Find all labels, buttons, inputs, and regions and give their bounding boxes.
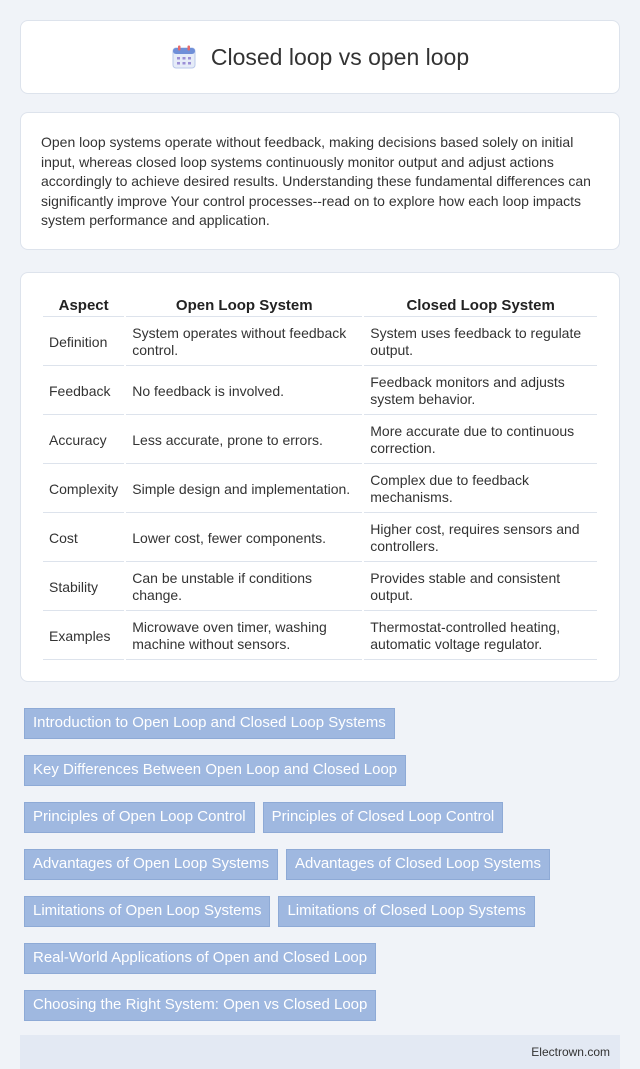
comparison-table-card <box>20 272 620 682</box>
title-card <box>20 20 620 94</box>
topic-link[interactable]: Advantages of Closed Loop Systems <box>286 849 550 880</box>
table-row <box>43 417 597 464</box>
cell-aspect: Examples <box>43 613 124 660</box>
topic-link[interactable]: Principles of Closed Loop Control <box>263 802 504 833</box>
cell-closed-loop: Thermostat-controlled heating, automatic voltage regulator. <box>364 613 597 660</box>
cell-open-loop: System operates without feedback control. <box>126 319 362 366</box>
table-row <box>43 368 597 415</box>
cell-closed-loop: Higher cost, requires sensors and controllers. <box>364 515 597 562</box>
cell-closed-loop: Feedback monitors and adjusts system behavior. <box>364 368 597 415</box>
intro-paragraph: Open loop systems operate without feedback, making decisions based solely on initial input, whereas closed loop systems continuously monitor output and adjust actions accordingly to achieve desired results. Understanding these fundamental differences can significantly improve Your control processes--read on to explore how each loop impacts system performance and application. <box>41 134 591 229</box>
footer <box>20 1035 620 1069</box>
table-row <box>43 515 597 562</box>
calendar-icon <box>171 44 197 70</box>
cell-aspect: Definition <box>43 319 124 366</box>
topic-link[interactable]: Limitations of Closed Loop Systems <box>278 896 534 927</box>
table-row <box>43 613 597 660</box>
topic-link[interactable]: Limitations of Open Loop Systems <box>24 896 270 927</box>
topic-link[interactable]: Key Differences Between Open Loop and Closed Loop <box>24 755 406 786</box>
cell-closed-loop: Provides stable and consistent output. <box>364 564 597 611</box>
topic-link[interactable]: Introduction to Open Loop and Closed Loop Systems <box>24 708 395 739</box>
footer-site[interactable]: Electrown.com <box>531 1045 610 1059</box>
table-row <box>43 319 597 366</box>
header-aspect: Aspect <box>43 293 124 317</box>
table-header-row <box>43 293 597 317</box>
cell-closed-loop: More accurate due to continuous correction. <box>364 417 597 464</box>
cell-open-loop: Less accurate, prone to errors. <box>126 417 362 464</box>
cell-closed-loop: Complex due to feedback mechanisms. <box>364 466 597 513</box>
cell-open-loop: Microwave oven timer, washing machine without sensors. <box>126 613 362 660</box>
cell-aspect: Accuracy <box>43 417 124 464</box>
page-title: Closed loop vs open loop <box>210 43 470 70</box>
table-row <box>43 564 597 611</box>
cell-aspect: Cost <box>43 515 124 562</box>
cell-aspect: Feedback <box>43 368 124 415</box>
topic-link[interactable]: Real-World Applications of Open and Closed Loop <box>24 943 376 974</box>
cell-open-loop: Simple design and implementation. <box>126 466 362 513</box>
cell-aspect: Complexity <box>43 466 124 513</box>
topic-links <box>20 708 620 1021</box>
cell-open-loop: No feedback is involved. <box>126 368 362 415</box>
cell-open-loop: Lower cost, fewer components. <box>126 515 362 562</box>
topic-link[interactable]: Principles of Open Loop Control <box>24 802 255 833</box>
intro-card <box>20 112 620 250</box>
header-closed-loop: Closed Loop System <box>364 293 597 317</box>
comparison-table <box>41 291 599 662</box>
table-row <box>43 466 597 513</box>
cell-aspect: Stability <box>43 564 124 611</box>
cell-closed-loop: System uses feedback to regulate output. <box>364 319 597 366</box>
topic-link[interactable]: Choosing the Right System: Open vs Closed Loop <box>24 990 376 1021</box>
cell-open-loop: Can be unstable if conditions change. <box>126 564 362 611</box>
topic-link[interactable]: Advantages of Open Loop Systems <box>24 849 278 880</box>
header-open-loop: Open Loop System <box>126 293 362 317</box>
